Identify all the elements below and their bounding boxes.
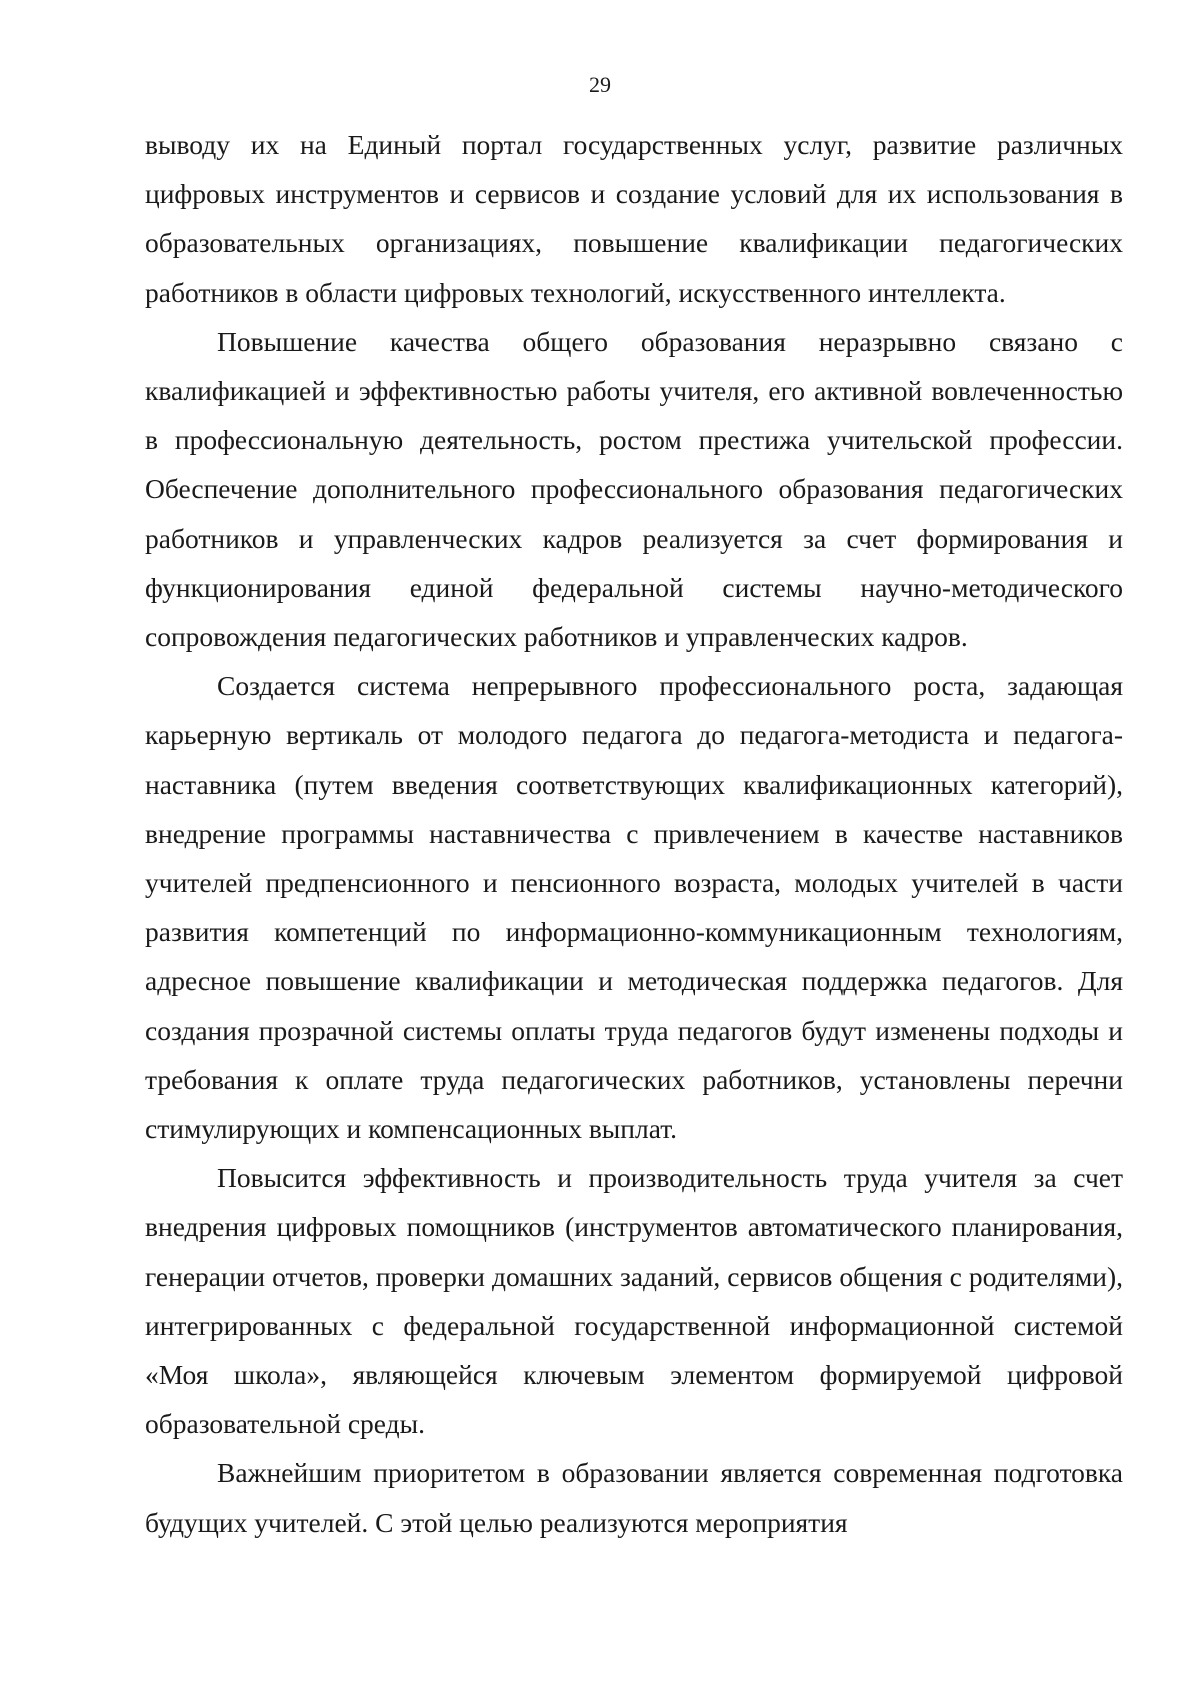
paragraph-teacher-training: Важнейшим приоритетом в образовании является современная подготовка будущих учителей. С этой целью реализуются мероприятия (145, 1457, 1123, 1538)
paragraph-digital-assistants: Повысится эффективность и производительность труда учителя за счет внедрения цифровых помощников (инструментов автоматического планирования, генерации отчетов, проверки домашних заданий, сервисов общения с родителями), интегрированных с федеральной государственной информационной системой «Моя школа», являющейся ключевым элементом формируемой цифровой образовательной среды. (145, 1162, 1123, 1440)
paragraph-teacher-quality: Повышение качества общего образования неразрывно связано с квалификацией и эффективностью работы учителя, его активной вовлеченностью в профессиональную деятельность, ростом престижа учительской профессии. Обеспечение дополнительного профессионального образования педагогических работников и управленческих кадров реализуется за счет формирования и функционирования единой федеральной системы научно-методического сопровождения педагогических работников и управленческих кадров. (145, 325, 1123, 653)
document-body (145, 120, 1123, 1547)
paragraph-professional-growth: Создается система непрерывного профессионального роста, задающая карьерную вертикаль от молодого педагога до педагога-методиста и педагога-наставника (путем введения соответствующих квалификационных категорий), внедрение программы наставничества с привлечением в качестве наставников учителей предпенсионного и пенсионного возраста, молодых учителей в части развития компетенций по информационно-коммуникационным технологиям, адресное повышение квалификации и методическая поддержка педагогов. Для создания прозрачной системы оплаты труда педагогов будут изменены подходы и требования к оплате труда педагогических работников, установлены перечни стимулирующих и компенсационных выплат. (145, 670, 1123, 1145)
paragraph-continuation: выводу их на Единый портал государственных услуг, развитие различных цифровых инструментов и сервисов и создание условий для их использования в образовательных организациях, повышение квалификации педагогических работников в области цифровых технологий, искусственного интеллекта. (145, 129, 1123, 308)
page-number: 29 (589, 72, 611, 97)
